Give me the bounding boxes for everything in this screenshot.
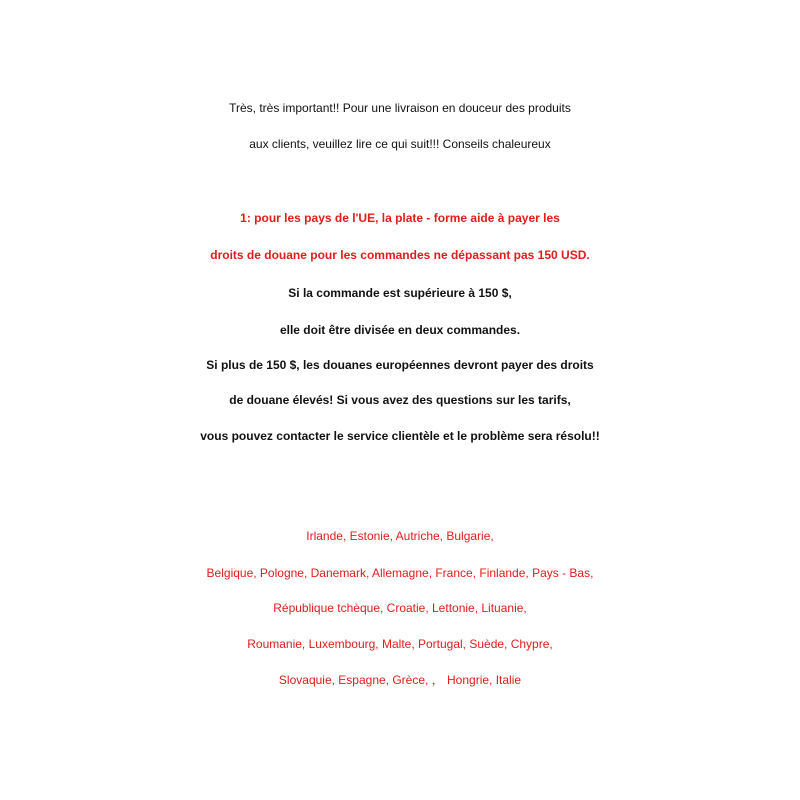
country-line-4: Roumanie, Luxembourg, Malte, Portugal, Suède, Chypre, — [247, 637, 553, 651]
intro-line-1: Très, très important!! Pour une livraison en douceur des produits — [229, 101, 571, 115]
rule-line-4: elle doit être divisée en deux commandes. — [279, 323, 521, 337]
country-line-5: Slovaquie, Espagne, Grèce, ， Hongrie, Italie — [278, 673, 522, 687]
rule-line-2: droits de douane pour les commandes ne dépassant pas 150 USD. — [210, 248, 590, 262]
country-line-1: Irlande, Estonie, Autriche, Bulgarie, — [306, 529, 494, 543]
rule-line-6: de douane élevés! Si vous avez des questions sur les tarifs, — [229, 393, 571, 407]
country-line-2: Belgique, Pologne, Danemark, Allemagne, France, Finlande, Pays - Bas, — [206, 566, 594, 580]
rule-line-7: vous pouvez contacter le service clientèle et le problème sera résolu!! — [200, 429, 600, 443]
intro-line-2: aux clients, veuillez lire ce qui suit!!! Conseils chaleureux — [249, 137, 551, 151]
country-line-3: République tchèque, Croatie, Lettonie, Lituanie, — [273, 601, 527, 615]
rule-line-5: Si plus de 150 $, les douanes européennes devront payer des droits — [206, 358, 594, 372]
rule-line-1: 1: pour les pays de l'UE, la plate - forme aide à payer les — [240, 211, 560, 225]
rule-line-3: Si la commande est supérieure à 150 $, — [288, 286, 512, 300]
